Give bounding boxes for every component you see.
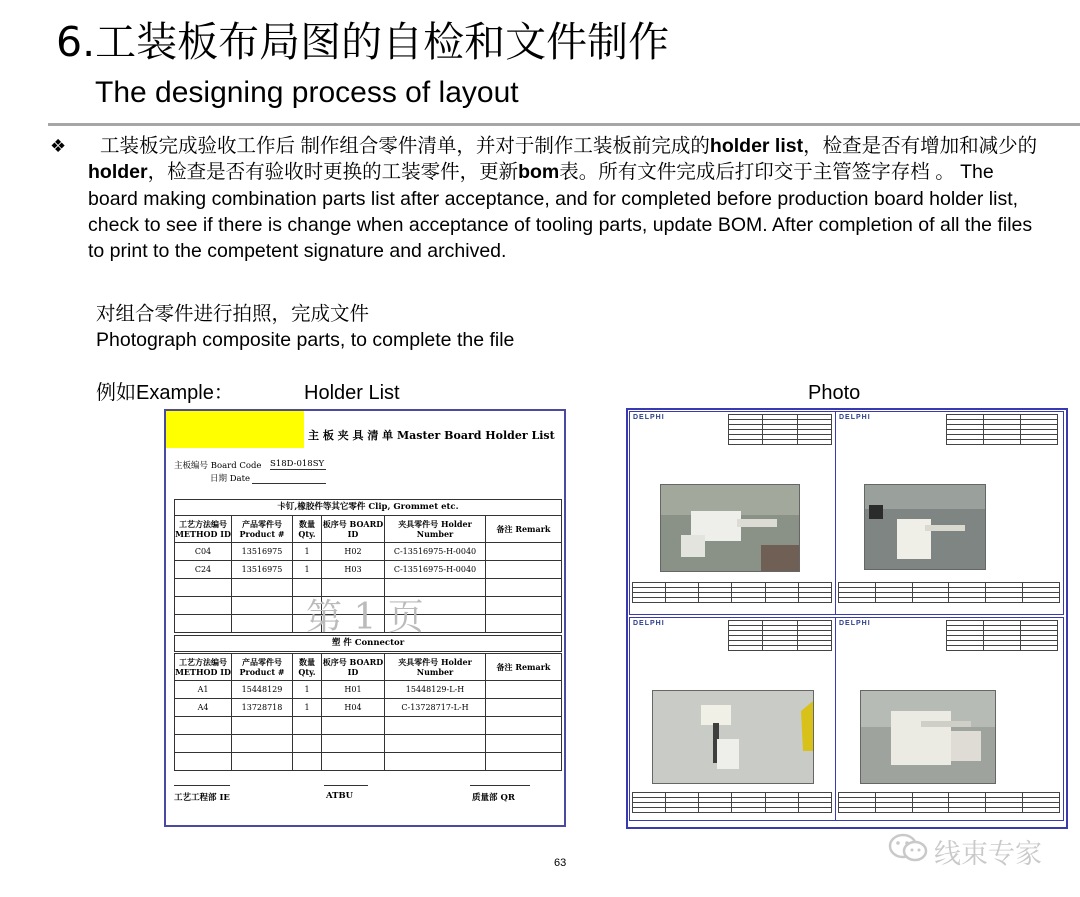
- wechat-icon: [888, 833, 928, 870]
- table-row: [175, 753, 562, 771]
- cell: 1: [293, 681, 322, 699]
- title-divider: [48, 123, 1080, 126]
- cell: H02: [322, 543, 385, 561]
- cell: 1: [293, 543, 322, 561]
- part-photo: [864, 484, 986, 570]
- col-header: 产品零件号 Product #: [232, 516, 293, 543]
- signature-atbu: ATBU: [326, 791, 354, 801]
- table-row: [175, 717, 562, 735]
- delphi-logo: DELPHI: [839, 620, 871, 627]
- cell: C04: [175, 543, 232, 561]
- col-header: 数量 Qty.: [293, 654, 322, 681]
- slide-title-en: The designing process of layout: [95, 76, 519, 109]
- cell: [486, 699, 562, 717]
- cell: H03: [322, 561, 385, 579]
- sub-text-cn: 对组合零件进行拍照，完成文件: [96, 303, 370, 325]
- cell: 1: [293, 561, 322, 579]
- sheet-header-table: [728, 620, 832, 651]
- sheet-header-table: [728, 414, 832, 445]
- cell: 13516975: [232, 561, 293, 579]
- photo-sheets-grid: [626, 408, 1068, 829]
- sheet-header-table: [946, 620, 1058, 651]
- part-photo: [860, 690, 996, 784]
- example-label: 例如Example：: [96, 382, 234, 404]
- cell: 1: [293, 699, 322, 717]
- table-row: [175, 735, 562, 753]
- photo-caption: Photo: [808, 382, 861, 404]
- part-photo: [652, 690, 814, 784]
- sig-line-atbu: [324, 785, 368, 786]
- delphi-logo: DELPHI: [839, 414, 871, 421]
- cell: H01: [322, 681, 385, 699]
- sheet-footer-table: [632, 792, 832, 813]
- holder-table-2: [174, 653, 562, 771]
- table-row: [175, 681, 562, 699]
- cell: C24: [175, 561, 232, 579]
- diamond-bullet-icon: ❖: [50, 136, 67, 156]
- cell: 13728718: [232, 699, 293, 717]
- col-header: 板序号 BOARD ID: [322, 654, 385, 681]
- board-code-label: 主板编号 Board Code: [174, 461, 262, 471]
- col-header: 工艺方法编号 METHOD ID: [175, 654, 232, 681]
- para-cn-1: 工装板完成验收工作后 制作组合零件清单，并对于制作工装板前完成的: [100, 135, 710, 157]
- para-bold-2: holder: [88, 161, 148, 184]
- table-row: [175, 561, 562, 579]
- cell: [486, 681, 562, 699]
- section-connector-header: 塑 件 Connector: [174, 635, 562, 652]
- body-paragraph: [88, 133, 1048, 264]
- para-cn-2: ，检查是否有增加和减少的: [803, 135, 1038, 157]
- cell: A4: [175, 699, 232, 717]
- yellow-highlight-block: [166, 411, 304, 448]
- para-bold-3: bom: [518, 161, 560, 184]
- para-en: The board making combination parts list after acceptance, and for completed before production board holder list, check to see if there is change when acceptance of tooling parts, update BOM. After completion of all the files to print to the competent signature and archived.: [88, 161, 1033, 263]
- slide-title-cn: 6.工装板布局图的自检和文件制作: [56, 18, 670, 66]
- page-watermark: 第 1 页: [306, 597, 424, 638]
- col-header: 工艺方法编号 METHOD ID: [175, 516, 232, 543]
- para-cn-3: ，检查是否有验收时更换的工装零件，更新: [147, 161, 519, 184]
- delphi-logo: DELPHI: [633, 620, 665, 627]
- sig-line-qr: [470, 785, 530, 786]
- col-header: 数量 Qty.: [293, 516, 322, 543]
- date-label: 日期 Date: [210, 474, 251, 484]
- cell: C-13516975-H-0040: [385, 561, 486, 579]
- table-row: [175, 699, 562, 717]
- col-header: 产品零件号 Product #: [232, 654, 293, 681]
- wechat-watermark: [888, 832, 1042, 871]
- section-clip-header: 卡钉,橡胶件等其它零件 Clip, Grommet etc.: [174, 499, 562, 516]
- signature-qr: 质量部 QR: [472, 793, 515, 803]
- col-header: 备注 Remark: [486, 516, 562, 543]
- cell: C-13728717-L-H: [385, 699, 486, 717]
- photo-sheet: [835, 617, 1064, 821]
- part-photo: [660, 484, 800, 572]
- holder-doc-title: 主 板 夹 具 清 单 Master Board Holder List: [308, 429, 555, 442]
- para-bold-1: holder list: [709, 135, 804, 157]
- board-code-value: S18D-018SY: [270, 459, 325, 469]
- signature-ie: 工艺工程部 IE: [174, 793, 230, 803]
- cell: 15448129: [232, 681, 293, 699]
- sheet-footer-table: [632, 582, 832, 603]
- sig-line-ie: [174, 785, 230, 786]
- para-cn-4: 表。所有文件完成后打印交于主管签字存档 。: [559, 161, 955, 184]
- holder-list-caption: Holder List: [304, 382, 400, 404]
- date-line: [252, 483, 326, 484]
- col-header: 夹具零件号 Holder Number: [385, 516, 486, 543]
- photo-sheet: [629, 617, 836, 821]
- cell: [486, 543, 562, 561]
- table-row: [175, 543, 562, 561]
- delphi-logo: DELPHI: [633, 414, 665, 421]
- cell: A1: [175, 681, 232, 699]
- sheet-header-table: [946, 414, 1058, 445]
- sheet-footer-table: [838, 582, 1060, 603]
- page-number: 63: [554, 857, 567, 869]
- col-header: 备注 Remark: [486, 654, 562, 681]
- col-header: 板序号 BOARD ID: [322, 516, 385, 543]
- cell: 13516975: [232, 543, 293, 561]
- cell: H04: [322, 699, 385, 717]
- cell: 15448129-L-H: [385, 681, 486, 699]
- cell: C-13516975-H-0040: [385, 543, 486, 561]
- cell: [486, 561, 562, 579]
- col-header: 夹具零件号 Holder Number: [385, 654, 486, 681]
- photo-sheet: [835, 411, 1064, 615]
- sub-text-en: Photograph composite parts, to complete the file: [96, 329, 515, 351]
- wechat-label: 线束专家: [934, 839, 1042, 870]
- photo-sheet: [629, 411, 836, 615]
- sheet-footer-table: [838, 792, 1060, 813]
- holder-list-document: [164, 409, 566, 827]
